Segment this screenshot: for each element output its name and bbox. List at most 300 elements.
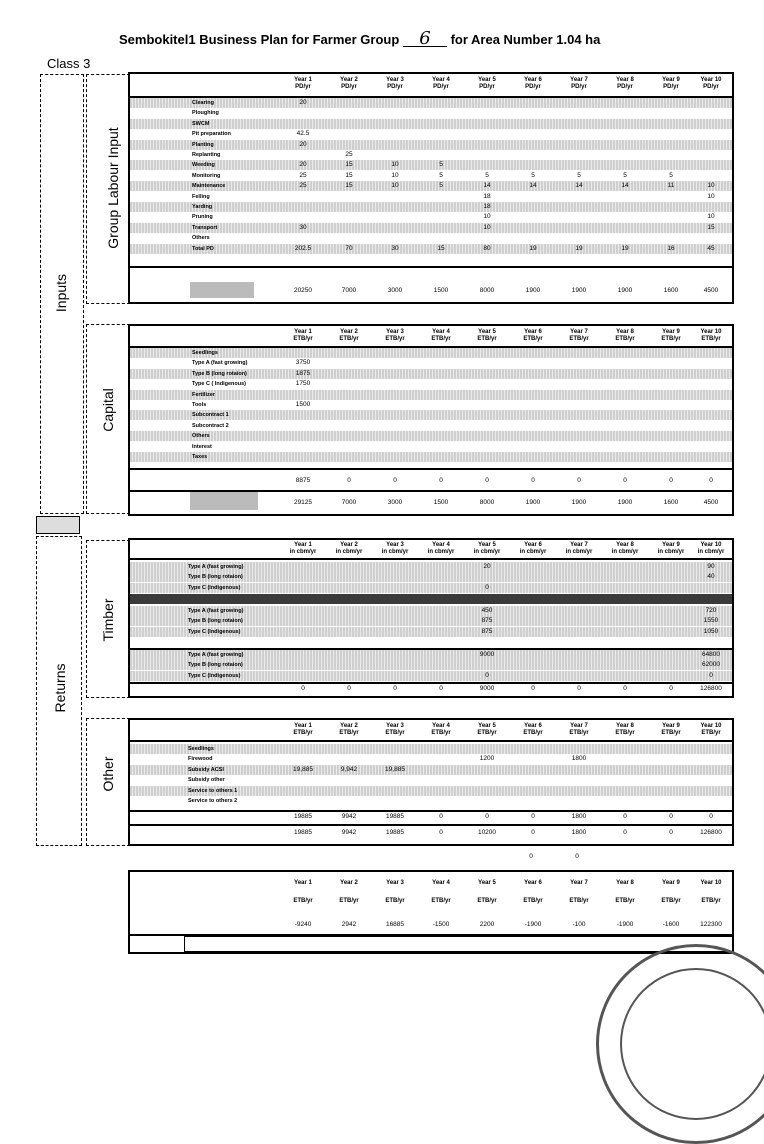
year-header: Year 6: [524, 542, 542, 548]
table-row: [130, 754, 732, 764]
unit-header: in cbm/yr: [657, 549, 685, 555]
cell-value: 10: [483, 213, 491, 221]
cell-value: 19885: [385, 813, 405, 820]
table-row: [130, 212, 732, 222]
year-header: Year 4: [432, 542, 450, 548]
total-box: [190, 492, 258, 510]
unit-header: ETB/yr: [385, 898, 405, 904]
cell-value: 20250: [293, 287, 313, 294]
other-returns-table: [128, 718, 734, 846]
unit-header: ETB/yr: [385, 336, 405, 342]
row-label: Replanting: [192, 152, 221, 158]
official-stamp-inner: [620, 968, 764, 1120]
row-label: Yarding: [192, 204, 213, 210]
cell-value: 9000: [479, 685, 495, 692]
cell-value: 11: [667, 182, 675, 190]
unit-header: in cbm/yr: [519, 549, 547, 555]
cell-value: 14: [529, 182, 537, 190]
cell-value: 8875: [295, 477, 311, 484]
cell-value: 1500: [295, 401, 311, 408]
divider: [130, 558, 732, 560]
cell-value: 875: [481, 627, 493, 635]
cell-value: 8000: [479, 499, 495, 506]
cell-value: 5: [439, 161, 443, 169]
cell-value: 1550: [703, 617, 719, 625]
table-row: [130, 140, 732, 150]
cell-value: 15: [707, 223, 715, 231]
cell-value: 10: [391, 182, 399, 190]
unit-header: in cbm/yr: [427, 549, 455, 555]
year-header: Year 3: [386, 880, 404, 886]
cell-value: 0: [669, 813, 673, 820]
cell-value: 42.5: [296, 130, 310, 138]
year-header: Year 7: [570, 77, 588, 83]
cell-value: -1900: [616, 921, 634, 928]
row-label: Subsidy other: [188, 777, 225, 784]
cell-value: 0: [393, 477, 397, 484]
year-header: Year 7: [570, 329, 588, 335]
table-row: [130, 192, 732, 202]
year-header: Year 2: [340, 542, 358, 548]
cell-value: 1200: [479, 755, 495, 763]
row-label: Interest: [192, 443, 212, 450]
cell-value: -1600: [662, 921, 680, 928]
cell-value: 9942: [341, 829, 357, 836]
row-label: Transport: [192, 224, 218, 231]
year-header: Year 8: [616, 880, 634, 886]
row-label: Type B (long rotaion): [188, 662, 243, 669]
row-label: Felling: [192, 193, 210, 200]
cell-value: 0: [623, 685, 627, 692]
table-row: [130, 452, 732, 462]
unit-header: ETB/yr: [477, 730, 497, 736]
cell-value: 0: [485, 671, 489, 679]
cell-value: 1900: [571, 287, 587, 294]
year-header: Year 3: [386, 542, 404, 548]
year-header: Year 1: [294, 77, 312, 83]
row-label: Seedlings: [188, 746, 214, 752]
cell-value: 0: [439, 685, 443, 692]
cell-value: 0: [709, 671, 713, 679]
cell-value: 2200: [479, 921, 495, 928]
year-header: Year 2: [340, 77, 358, 83]
row-label: Type B (long rotaion): [188, 618, 243, 625]
cell-value: 64800: [701, 651, 721, 658]
unit-header: ETB/yr: [477, 336, 497, 342]
unit-header: in cbm/yr: [335, 549, 363, 555]
unit-header: PD/yr: [295, 84, 311, 90]
cell-value: 0: [485, 813, 489, 820]
cell-value: 0: [623, 813, 627, 820]
unit-header: PD/yr: [703, 84, 719, 90]
cell-value: 5: [485, 171, 489, 179]
unit-header: ETB/yr: [293, 898, 313, 904]
cell-value: 14: [621, 182, 629, 190]
cell-value: 0: [623, 477, 627, 484]
extra-value: 0: [575, 853, 579, 860]
unit-header: in cbm/yr: [565, 549, 593, 555]
cell-value: 1900: [571, 499, 587, 506]
year-header: Year 10: [700, 723, 722, 729]
unit-header: ETB/yr: [293, 336, 313, 342]
row-label: Planting: [192, 141, 214, 148]
table-row: [130, 431, 732, 441]
year-header: Year 4: [432, 77, 450, 83]
year-header: Year 8: [616, 77, 634, 83]
year-header: Year 1: [294, 542, 312, 548]
unit-header: ETB/yr: [431, 730, 451, 736]
cell-value: 0: [439, 477, 443, 484]
year-header: Year 1: [294, 723, 312, 729]
cell-value: 5: [577, 171, 581, 179]
cell-value: 5: [439, 182, 443, 190]
cell-value: 0: [393, 685, 397, 692]
cell-value: 14: [575, 182, 583, 190]
unit-header: in cbm/yr: [697, 549, 725, 555]
table-row: [130, 442, 732, 452]
cell-value: 1500: [433, 287, 449, 294]
row-label: Weeding: [192, 162, 215, 169]
cell-value: 10: [391, 161, 399, 169]
row-label: Type B (long rotaion): [192, 370, 247, 377]
cell-value: 0: [531, 477, 535, 484]
cell-value: 29125: [293, 499, 313, 506]
table-row: [130, 744, 732, 754]
returns-label: Returns: [52, 663, 68, 713]
cell-value: 0: [577, 685, 581, 692]
table-row: [130, 202, 732, 212]
unit-header: ETB/yr: [477, 898, 497, 904]
cell-value: 1800: [571, 813, 587, 820]
year-header: Year 7: [570, 542, 588, 548]
row-label: Firewood: [188, 756, 213, 763]
unit-header: ETB/yr: [615, 730, 635, 736]
cell-value: 90: [707, 563, 715, 570]
year-header: Year 7: [570, 880, 588, 886]
cell-value: 30: [391, 244, 399, 252]
cell-value: 25: [345, 151, 353, 158]
cell-value: 15: [345, 161, 353, 169]
other-label: Other: [100, 756, 116, 792]
cell-value: 9,942: [340, 765, 358, 773]
table-row: [130, 400, 732, 410]
year-header: Year 9: [662, 723, 680, 729]
unit-header: ETB/yr: [569, 898, 589, 904]
cell-value: 0: [531, 829, 535, 836]
divider: [130, 96, 732, 98]
cell-value: 25: [299, 182, 307, 190]
row-label: Taxes: [192, 454, 208, 460]
cell-value: 1750: [295, 380, 311, 388]
income-table: [128, 870, 734, 954]
unit-header: ETB/yr: [523, 730, 543, 736]
cell-value: 5: [623, 171, 627, 179]
row-label: Maintenance: [192, 183, 226, 190]
cell-value: 5: [531, 171, 535, 179]
cell-value: 14: [483, 182, 491, 190]
year-header: Year 9: [662, 329, 680, 335]
cell-value: 8000: [479, 287, 495, 294]
unit-header: PD/yr: [525, 84, 541, 90]
year-header: Year 9: [662, 542, 680, 548]
row-label: Type C (Indigenous): [188, 672, 241, 679]
cell-value: 0: [669, 829, 673, 836]
year-header: Year 10: [700, 77, 722, 83]
cell-value: 3000: [387, 499, 403, 506]
year-header: Year 2: [340, 329, 358, 335]
cell-value: 2942: [341, 921, 357, 928]
cell-value: 19885: [385, 829, 405, 836]
year-header: Year 6: [524, 77, 542, 83]
row-label: Type C ( Indigenous): [192, 381, 246, 388]
unit-header: PD/yr: [341, 84, 357, 90]
cell-value: 1800: [571, 755, 587, 763]
capital-table: [128, 324, 734, 516]
row-label: Monitoring: [192, 172, 221, 179]
page-title: [119, 28, 601, 49]
extra-value: 0: [529, 853, 533, 860]
cell-value: 10200: [477, 829, 497, 836]
row-label: Pruning: [192, 214, 213, 221]
row-label: Tools: [192, 402, 207, 408]
unit-header: ETB/yr: [661, 336, 681, 342]
cell-value: 19885: [293, 813, 313, 820]
year-header: Year 5: [478, 542, 496, 548]
cell-value: 20: [483, 563, 491, 570]
unit-header: in cbm/yr: [611, 549, 639, 555]
timber-label: Timber: [100, 598, 116, 642]
year-header: Year 6: [524, 880, 542, 886]
unit-header: PD/yr: [479, 84, 495, 90]
cell-value: 0: [669, 477, 673, 484]
table-row: [130, 223, 732, 233]
cell-value: 25: [299, 171, 307, 179]
year-header: Year 3: [386, 77, 404, 83]
cell-value: 4500: [703, 287, 719, 294]
year-header: Year 10: [700, 880, 722, 886]
divider: [130, 266, 732, 268]
group-labour-label: Group Labour Input: [105, 127, 121, 249]
row-label: Fertilizer: [192, 391, 215, 398]
cell-value: 0: [577, 477, 581, 484]
cell-value: 0: [347, 685, 351, 692]
inputs-label: Inputs: [53, 273, 69, 313]
row-label: Type A (fast growing): [188, 564, 244, 570]
cell-value: 4500: [703, 499, 719, 506]
unit-header: PD/yr: [387, 84, 403, 90]
table-row: [130, 119, 732, 129]
cell-value: 15: [437, 244, 445, 252]
table-row: [130, 233, 732, 243]
row-label: SWCM: [192, 120, 210, 127]
cell-value: 0: [669, 685, 673, 692]
net-income-box: [184, 936, 734, 952]
cell-value: 30: [299, 223, 307, 231]
unit-header: ETB/yr: [701, 898, 721, 904]
unit-header: PD/yr: [663, 84, 679, 90]
unit-header: PD/yr: [433, 84, 449, 90]
cell-value: 0: [531, 813, 535, 820]
cell-value: 0: [709, 813, 713, 820]
row-label: Type C (Indigenous): [188, 584, 241, 591]
table-row: [130, 348, 732, 358]
capital-label: Capital: [100, 388, 116, 432]
cell-value: 19885: [293, 829, 313, 836]
year-header: Year 4: [432, 329, 450, 335]
cell-value: 10: [391, 171, 399, 179]
cell-value: 70: [345, 244, 353, 252]
unit-header: ETB/yr: [615, 336, 635, 342]
cell-value: 1900: [617, 287, 633, 294]
year-header: Year 9: [662, 880, 680, 886]
cell-value: 10: [707, 182, 715, 190]
cell-value: 122300: [700, 921, 722, 928]
table-row: [130, 390, 732, 400]
cell-value: -100: [572, 921, 586, 928]
cell-value: 10: [707, 192, 715, 200]
unit-header: ETB/yr: [523, 898, 543, 904]
year-header: Year 4: [432, 880, 450, 886]
cell-value: -9240: [294, 921, 312, 928]
year-header: Year 5: [478, 77, 496, 83]
cell-value: 19,885: [385, 765, 405, 773]
dark-band: [130, 594, 732, 604]
unit-header: PD/yr: [571, 84, 587, 90]
cell-value: 1050: [703, 627, 719, 635]
cell-value: 0: [485, 477, 489, 484]
divider: [130, 740, 732, 742]
cell-value: 20: [299, 140, 307, 148]
row-label: Type A (fast growing): [192, 360, 248, 367]
unit-header: ETB/yr: [293, 730, 313, 736]
unit-header: PD/yr: [617, 84, 633, 90]
year-header: Year 10: [700, 329, 722, 335]
cell-value: 0: [439, 829, 443, 836]
title-prefix: Sembokitel1 Business Plan for Farmer Group: [119, 32, 400, 47]
cell-value: 7000: [341, 287, 357, 294]
unit-header: ETB/yr: [569, 730, 589, 736]
cell-value: 1900: [617, 499, 633, 506]
unit-header: ETB/yr: [339, 336, 359, 342]
year-header: Year 5: [478, 329, 496, 335]
year-header: Year 4: [432, 723, 450, 729]
cell-value: 1600: [663, 499, 679, 506]
cell-value: -1500: [432, 921, 450, 928]
cell-value: 80: [483, 244, 491, 252]
unit-header: ETB/yr: [701, 730, 721, 736]
cell-value: 875: [481, 617, 493, 625]
separator-box: [36, 516, 80, 534]
year-header: Year 10: [700, 542, 722, 548]
table-row: [130, 108, 732, 118]
cell-value: 0: [439, 813, 443, 820]
unit-header: in cbm/yr: [289, 549, 317, 555]
cell-value: 0: [301, 685, 305, 692]
year-header: Year 8: [616, 723, 634, 729]
cell-value: 9942: [341, 813, 357, 820]
unit-header: ETB/yr: [431, 336, 451, 342]
unit-header: in cbm/yr: [473, 549, 501, 555]
year-header: Year 7: [570, 723, 588, 729]
cell-value: 10: [707, 213, 715, 221]
cell-value: 19: [621, 244, 629, 252]
cell-value: 16: [667, 244, 675, 252]
cell-value: 720: [705, 607, 717, 614]
cell-value: 1900: [525, 499, 541, 506]
timber-table: [128, 538, 734, 698]
unit-header: ETB/yr: [661, 898, 681, 904]
cell-value: 40: [707, 573, 715, 581]
year-header: Year 9: [662, 77, 680, 83]
avg-box: [190, 282, 254, 298]
cell-value: 202.5: [294, 244, 312, 252]
divider: [130, 468, 732, 470]
unit-header: ETB/yr: [431, 898, 451, 904]
year-header: Year 2: [340, 880, 358, 886]
row-label: Subcontract 1: [192, 412, 229, 419]
cell-value: 7000: [341, 499, 357, 506]
row-label: Type A (fast growing): [188, 652, 244, 658]
cell-value: 3750: [295, 359, 311, 367]
cell-value: 62000: [701, 661, 721, 669]
cell-value: 18: [483, 203, 491, 210]
table-row: [130, 98, 732, 108]
unit-header: ETB/yr: [523, 336, 543, 342]
unit-header: ETB/yr: [569, 336, 589, 342]
unit-header: ETB/yr: [661, 730, 681, 736]
cell-value: 15: [345, 171, 353, 179]
cell-value: 1800: [571, 829, 587, 836]
cell-value: 20: [299, 161, 307, 169]
divider: [130, 824, 732, 826]
year-header: Year 3: [386, 329, 404, 335]
year-header: Year 1: [294, 329, 312, 335]
row-label: Others: [192, 235, 210, 242]
row-label: Type A (fast growing): [188, 608, 244, 614]
cell-value: 1500: [433, 499, 449, 506]
year-header: Year 5: [478, 880, 496, 886]
year-header: Year 3: [386, 723, 404, 729]
cell-value: 1875: [295, 369, 311, 377]
cell-value: 16885: [385, 921, 405, 928]
cell-value: 5: [669, 171, 673, 179]
cell-value: 450: [481, 607, 493, 614]
cell-value: 19: [529, 244, 537, 252]
cell-value: 0: [347, 477, 351, 484]
unit-header: ETB/yr: [339, 898, 359, 904]
year-header: Year 8: [616, 542, 634, 548]
cell-value: 126800: [700, 829, 722, 836]
unit-header: ETB/yr: [385, 730, 405, 736]
title-suffix: for Area Number 1.04 ha: [450, 32, 601, 47]
cell-value: 45: [707, 244, 715, 252]
year-header: Year 2: [340, 723, 358, 729]
cell-value: 19,885: [293, 765, 313, 773]
cell-value: 1900: [525, 287, 541, 294]
year-header: Year 1: [294, 880, 312, 886]
cell-value: 9000: [479, 651, 495, 658]
cell-value: 20: [299, 99, 307, 106]
cell-value: 10: [483, 223, 491, 231]
cell-value: 19: [575, 244, 583, 252]
group-number: 6: [403, 32, 447, 47]
row-label: Others: [192, 433, 210, 440]
row-label: Type C (Indigenous): [188, 628, 241, 635]
cell-value: 0: [485, 583, 489, 591]
year-header: Year 6: [524, 329, 542, 335]
cell-value: -1900: [524, 921, 542, 928]
row-label: Service to others 1: [188, 787, 238, 794]
